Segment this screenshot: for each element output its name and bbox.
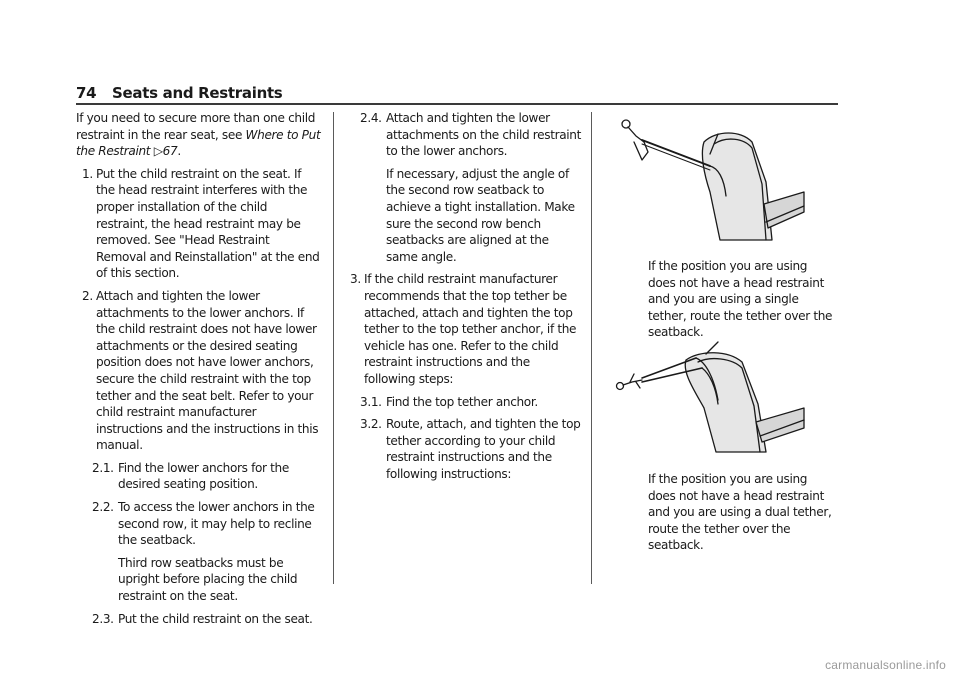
single-tether-illustration xyxy=(606,112,806,244)
step-2-4: 2.4. Attach and tighten the lower attachments on the child restraint to the lower anchors. xyxy=(360,111,581,159)
intro-paragraph: If you need to secure more than one child restraint in the rear seat, see Where to Put the Restraint ▷67. xyxy=(76,111,321,159)
step-3: 3. If the child restraint manufacturer recommends that the top tether be attached, attach and tighten the top tether to the top tether anchor, if the vehicle has one. Refer to the child restraint instructions and the following steps: xyxy=(350,272,577,386)
step-2-1: 2.1. Find the lower anchors for the desired seating position. xyxy=(92,460,289,492)
figure-caption-single-tether: If the position you are using does not have a head restraint and you are using a single tether, route the tether over the seatback. xyxy=(648,259,833,340)
step-2-4-note: If necessary, adjust the angle of the second row seatback to achieve a tight installation. Make sure the second row bench seatbacks are aligned at the same angle. xyxy=(386,166,575,264)
column-divider-2 xyxy=(591,112,592,584)
step-3-2: 3.2. Route, attach, and tighten the top tether according to your child restraint instructions and the following instructions: xyxy=(360,417,581,481)
section-title: Seats and Restraints xyxy=(112,84,283,102)
dual-tether-illustration xyxy=(606,338,806,454)
column-left xyxy=(76,110,322,633)
step-2-2: 2.2. To access the lower anchors in the second row, it may help to recline the seatback. xyxy=(92,500,315,548)
figure-caption-dual-tether: If the position you are using does not have a head restraint and you are using a dual tether, route the tether over the seatback. xyxy=(648,472,832,553)
column-middle xyxy=(344,110,582,488)
step-2-3: 2.3. Put the child restraint on the seat. xyxy=(92,611,313,626)
step-2-2-note: Third row seatbacks must be upright before placing the child restraint on the seat. xyxy=(118,555,298,604)
cross-reference-page[interactable]: 67 xyxy=(162,144,178,159)
step-3-1: 3.1. Find the top tether anchor. xyxy=(360,394,538,409)
step-2: 2. Attach and tighten the lower attachments to the lower anchors. If the child restraint does not have lower attachments or the desired seating position does not have lower anchors, secure the child restraint with the top tether and the seat belt. Refer to your child restraint manufacturer instructions and the instructions in this manual. xyxy=(82,288,319,453)
watermark: carmanualsonline.info xyxy=(825,658,946,672)
page-number: 74 xyxy=(76,84,97,102)
cross-reference-link[interactable]: Where to Put the Restraint xyxy=(76,127,321,159)
page-ref-arrow-icon: ▷ xyxy=(153,144,163,159)
column-divider-1 xyxy=(333,112,334,584)
header-rule xyxy=(76,103,838,105)
step-1: 1. Put the child restraint on the seat. If the head restraint interferes with the proper installation of the child restraint, the head restraint may be removed. See "Head Restraint Removal and Reinstallation" at the end of this section. xyxy=(82,166,320,281)
